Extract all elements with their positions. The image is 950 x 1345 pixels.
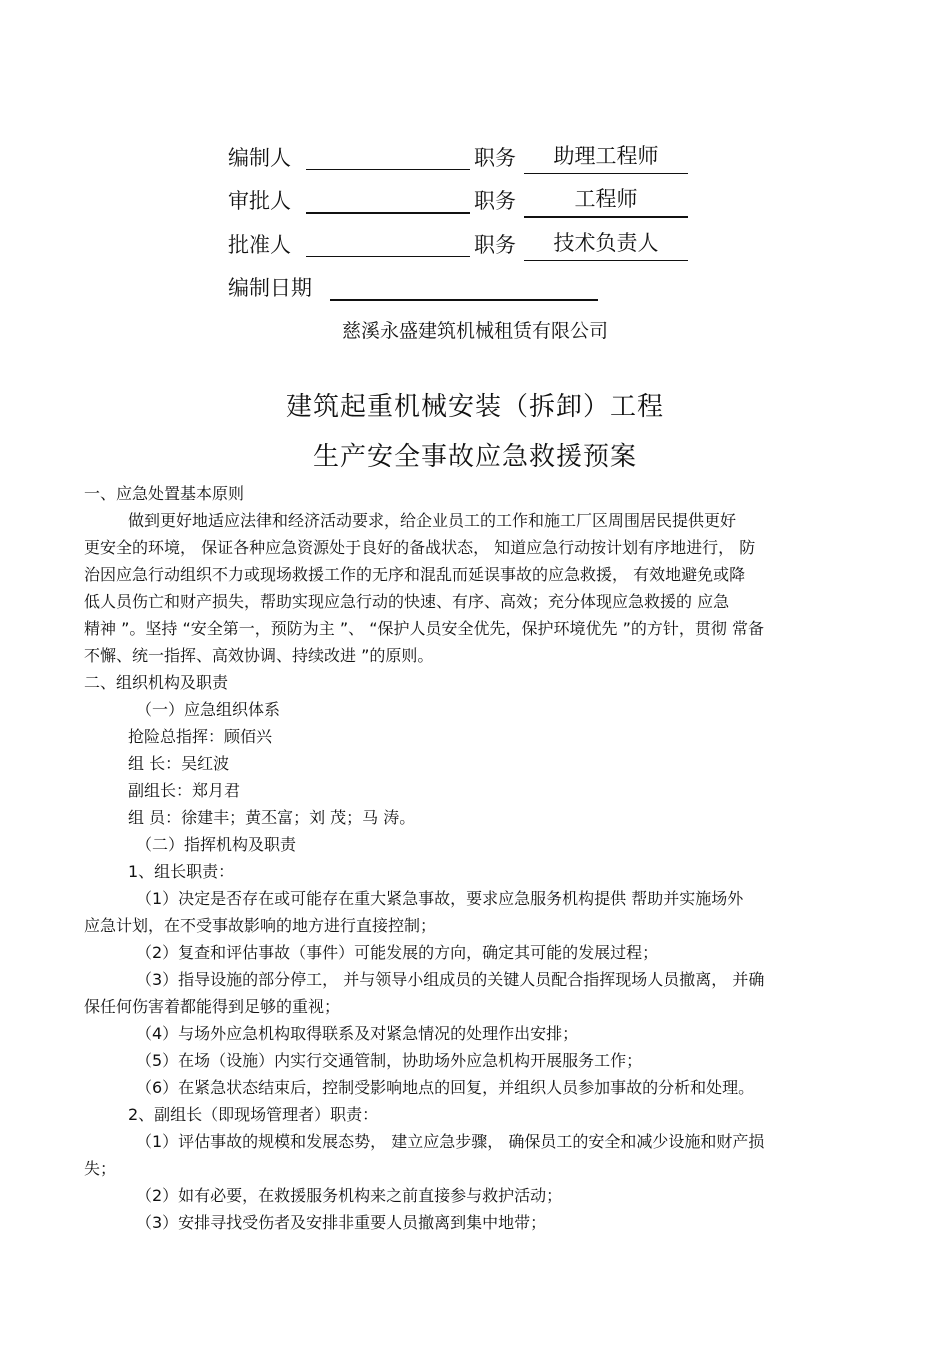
compiler-title-label: 职务: [474, 146, 516, 170]
date-label: 编制日期: [228, 276, 312, 300]
approver-name-blank: [306, 228, 470, 257]
document-title-line2: 生产安全事故应急救援预案: [312, 442, 637, 472]
section1-paragraph-line: 治因应急行动组织不力或现场救援工作的无序和混乱而延误事故的应急救援， 有效地避免或降: [84, 565, 746, 584]
deputy-duty-line: 失；: [84, 1159, 117, 1178]
compiler-label: 编制人: [228, 146, 291, 170]
deputy-duty-line: （2）如有必要，在救援服务机构来之前直接参与救护活动；: [136, 1186, 563, 1205]
company-name: 慈溪永盛建筑机械租赁有限公司: [341, 320, 608, 342]
date-blank: [330, 271, 598, 301]
leader-duty-line: （5）在场（设施）内实行交通管制，协助场外应急机构开展服务工作；: [136, 1051, 643, 1070]
deputy-duty-line: （3）安排寻找受伤者及安排非重要人员撤离到集中地带；: [136, 1213, 547, 1232]
section1-paragraph-line: 更安全的环境， 保证各种应急资源处于良好的备战状态， 知道应急行动按计划有序地进行， 防: [84, 538, 756, 557]
deputy-duty-line: （1）评估事故的规模和发展态势， 建立应急步骤， 确保员工的安全和减少设施和财产损: [136, 1132, 765, 1151]
org-deputy-leader: 副组长：郑月君: [128, 781, 241, 800]
approver-title-value: 技术负责人: [524, 228, 688, 261]
compiler-name-blank: [306, 141, 470, 170]
deputy-duties-heading: 2、副组长（即现场管理者）职责：: [128, 1105, 379, 1124]
section1-heading: 一、应急处置基本原则: [84, 484, 245, 503]
leader-duty-line: （2）复查和评估事故（事件）可能发展的方向，确定其可能的发展过程；: [136, 943, 659, 962]
reviewer-label: 审批人: [228, 189, 291, 213]
subsection2-heading: （二）指挥机构及职责: [136, 835, 297, 854]
leader-duty-line: （3）指导设施的部分停工， 并与领导小组成员的关键人员配合指挥现场人员撤离， 并确: [136, 970, 765, 989]
org-leader: 组 长：吴红波: [128, 754, 230, 773]
leader-duty-line: 应急计划，在不受事故影响的地方进行直接控制；: [84, 916, 437, 935]
compiler-title-value: 助理工程师: [524, 141, 688, 174]
section1-paragraph-line: 做到更好地适应法律和经济活动要求，给企业员工的工作和施工厂区周围居民提供更好: [128, 511, 737, 530]
leader-duty-line: （1）决定是否存在或可能存在重大紧急事故，要求应急服务机构提供 帮助并实施场外: [136, 889, 744, 908]
reviewer-title-value: 工程师: [524, 184, 688, 218]
subsection1-heading: （一）应急组织体系: [136, 700, 281, 719]
leader-duties-heading: 1、组长职责：: [128, 862, 235, 881]
leader-duty-line: （4）与场外应急机构取得联系及对紧急情况的处理作出安排；: [136, 1024, 579, 1043]
approver-label: 批准人: [228, 233, 291, 257]
section1-paragraph-line: 低人员伤亡和财产损失，帮助实现应急行动的快速、有序、高效；充分体现应急救援的 应急: [84, 592, 730, 611]
section2-heading: 二、组织机构及职责: [84, 673, 229, 692]
section1-paragraph-line: 精神 ”。坚持 “安全第一，预防为主 ”、 “保护人员安全优先，保护环境优先 ”的方针，贯彻 常备: [84, 619, 764, 638]
document-body: [84, 480, 864, 1240]
org-members: 组 员：徐建丰；黄丕富；刘 茂；马 涛。: [128, 808, 416, 827]
reviewer-title-label: 职务: [474, 189, 516, 213]
section1-paragraph-line: 不懈、统一指挥、高效协调、持续改进 ”的原则。: [84, 646, 434, 665]
leader-duty-line: 保任何伤害着都能得到足够的重视；: [84, 997, 341, 1016]
approver-title-label: 职务: [474, 233, 516, 257]
reviewer-name-blank: [306, 184, 470, 214]
document-title-line1: 建筑起重机械安装（拆卸）工程: [285, 392, 664, 422]
leader-duty-line: （6）在紧急状态结束后，控制受影响地点的回复，并组织人员参加事故的分析和处理。: [136, 1078, 755, 1097]
org-commander: 抢险总指挥：顾佰兴: [128, 727, 273, 746]
